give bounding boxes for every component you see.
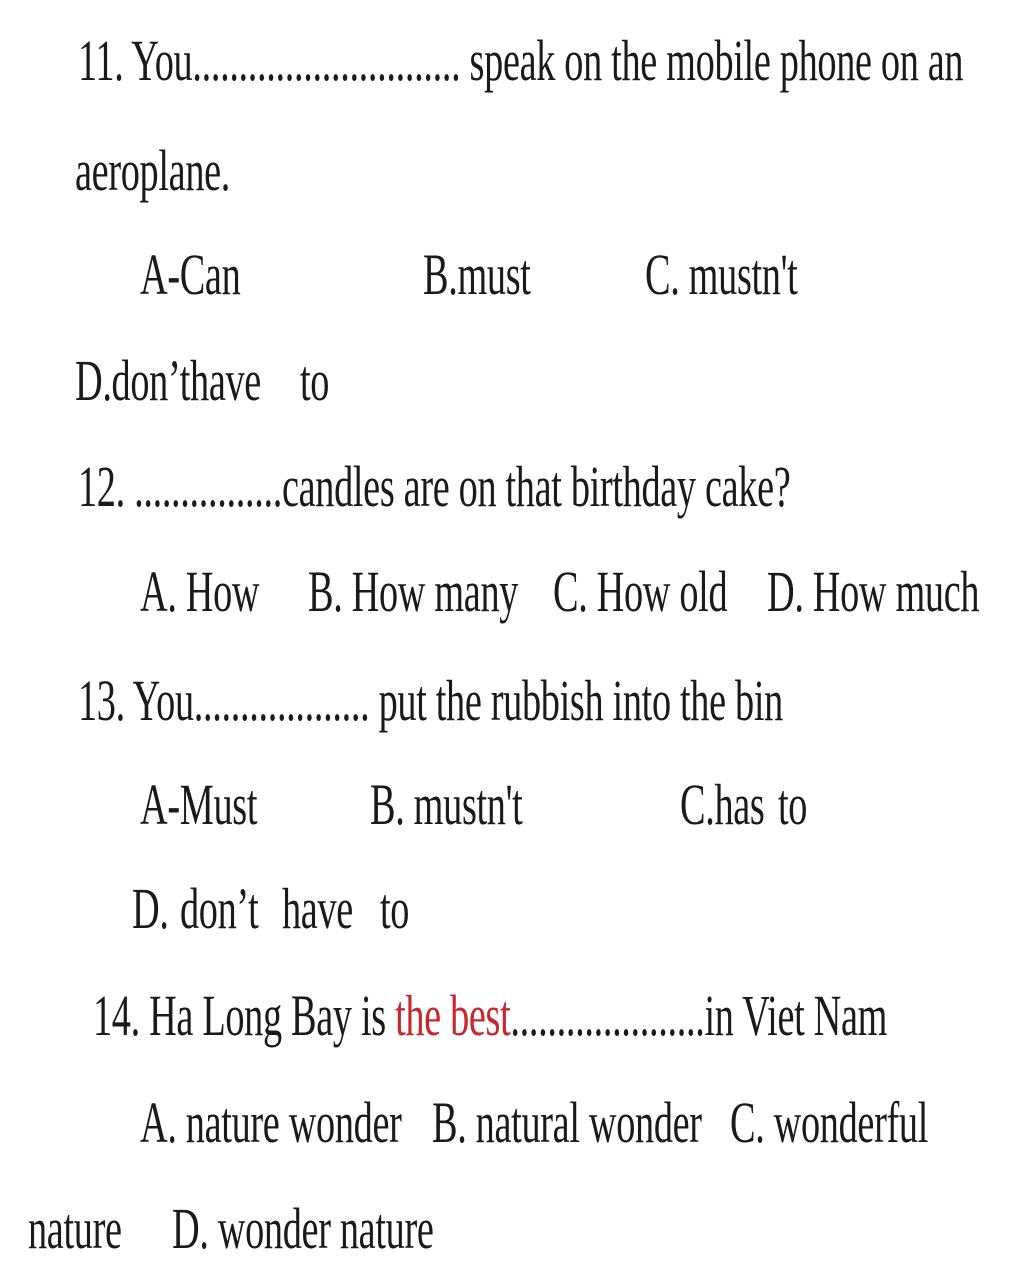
q13-option-d-label: D. [132,876,169,941]
q13-option-c-word-to: to [778,772,808,837]
q14-question [93,983,888,1048]
q12-option-a: A. How [140,559,260,624]
q14-option-a: A. nature wonder [140,1090,402,1155]
q11-option-a: A-Can [140,242,241,307]
q13-option-d-word-have: have [282,876,353,941]
q13-option-a: A-Must [140,772,258,837]
q14-highlight-the-best: the best [395,983,511,1048]
q12-option-b: B. How many [308,559,519,624]
q11-question-line1: 11. You............................. speak on the mobile phone on an [78,28,964,93]
q13-option-d-word-dont: don’t [180,876,259,941]
q14-option-d: D. wonder nature [172,1196,434,1261]
q13-option-d-word-to: to [380,876,410,941]
q13-option-c: C.has [680,772,765,837]
q11-option-d-word-to: to [300,348,330,413]
q14-option-c: C. wonderful [730,1090,929,1155]
q13-option-b: B. mustn't [370,772,523,837]
q14-option-b: B. natural wonder [432,1090,702,1155]
q12-option-d: D. How much [767,559,980,624]
q14-question-prefix: 14. Ha Long Bay is [93,983,396,1048]
q13-question: 13. You................... put the rubbish into the bin [78,668,783,733]
q11-option-d: D.don’thave [75,348,261,413]
q11-question-line2: aeroplane. [75,138,231,203]
q12-option-c: C. How old [553,559,728,624]
q14-option-c-wrap: nature [28,1196,122,1261]
q11-option-c: C. mustn't [645,242,798,307]
q12-question: 12. ................candles are on that birthday cake? [78,454,791,519]
q11-option-b: B.must [423,242,531,307]
q14-question-suffix: .....................in Viet Nam [510,983,888,1048]
